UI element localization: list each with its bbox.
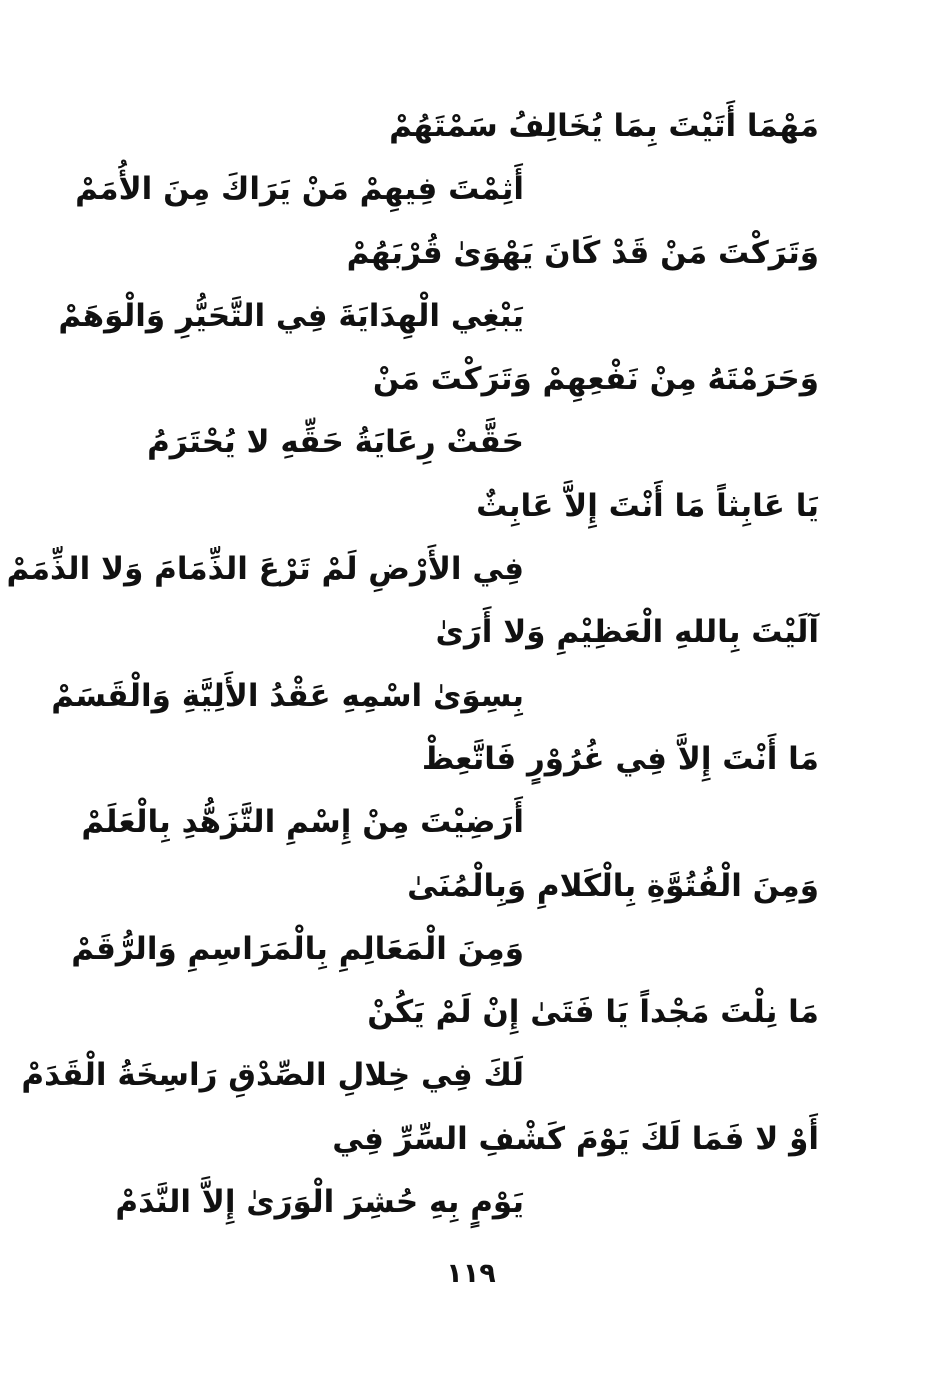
verse-line (0, 95, 942, 158)
verse-text: وَمِنَ الْفُتُوَّةِ بِالْكَلامِ وَبِالْمُنَىٰ (407, 867, 819, 904)
verse-text: مَا أَنْتَ إِلاَّ فِي غُرُوْرٍ فَاتَّعِظْ (421, 740, 819, 777)
verse-line (0, 791, 942, 854)
verse-text: أَرَضِيْتَ مِنْ إِسْمِ التَّزَهُّدِ بِالْعَلَمْ (81, 804, 524, 841)
verse-line (0, 475, 942, 538)
verse-line (0, 222, 942, 285)
poem-verses (0, 95, 942, 1234)
verse-text: وَتَرَكْتَ مَنْ قَدْ كَانَ يَهْوَىٰ قُرْبَهُمْ (346, 234, 819, 271)
verse-line (0, 158, 942, 221)
verse-text: أَوْ لا فَمَا لَكَ يَوْمَ كَشْفِ السِّرِّ فِي (332, 1120, 819, 1157)
verse-text: وَحَرَمْتَهُ مِنْ نَفْعِهِمْ وَتَرَكْتَ مَنْ (372, 361, 819, 398)
verse-text: وَمِنَ الْمَعَالِمِ بِالْمَرَاسِمِ وَالرُّقَمْ (71, 930, 524, 967)
verse-line (0, 1044, 942, 1107)
verse-text: يَا عَابِثاً مَا أَنْتَ إِلاَّ عَابِثٌ (476, 487, 819, 524)
verse-line (0, 918, 942, 981)
verse-text: مَهْمَا أَتَيْتَ بِمَا يُخَالِفُ سَمْتَهُمْ (389, 108, 819, 144)
verse-text: آلَيْتَ بِاللهِ الْعَظِيْمِ وَلا أَرَىٰ (435, 614, 819, 651)
verse-line (0, 348, 942, 411)
verse-text: مَا نِلْتَ مَجْداً يَا فَتَىٰ إِنْ لَمْ يَكُنْ (367, 994, 819, 1031)
verse-line (0, 601, 942, 664)
verse-text: أَثِمْتَ فِيهِمْ مَنْ يَرَاكَ مِنَ الأُمَمْ (75, 171, 524, 208)
verse-line (0, 1108, 942, 1171)
verse-line (0, 538, 942, 601)
verse-line (0, 981, 942, 1044)
verse-text: حَقَّتْ رِعَايَةُ حَقِّهِ لا يُحْتَرَمُ (147, 424, 524, 461)
verse-line (0, 285, 942, 348)
verse-text: يَبْغِي الْهِدَايَةَ فِي التَّحَيُّرِ وَالْوَهَمْ (58, 297, 524, 334)
page-number: ١١٩ (446, 1258, 496, 1289)
verse-line (0, 1171, 942, 1234)
verse-text: فِي الأَرْضِ لَمْ تَرْعَ الذِّمَامَ وَلا الذِّمَمْ (6, 551, 524, 588)
verse-text: لَكَ فِي خِلالِ الصِّدْقِ رَاسِخَةُ الْقَدَمْ (21, 1057, 524, 1094)
verse-line (0, 855, 942, 918)
verse-line (0, 728, 942, 791)
verse-text: بِسِوَىٰ اسْمِهِ عَقْدُ الأَلِيَّةِ وَالْقَسَمْ (51, 677, 524, 714)
verse-line (0, 411, 942, 474)
verse-line (0, 665, 942, 728)
verse-text: يَوْمٍ بِهِ حُشِرَ الْوَرَىٰ إِلاَّ النَّدَمْ (115, 1184, 524, 1221)
